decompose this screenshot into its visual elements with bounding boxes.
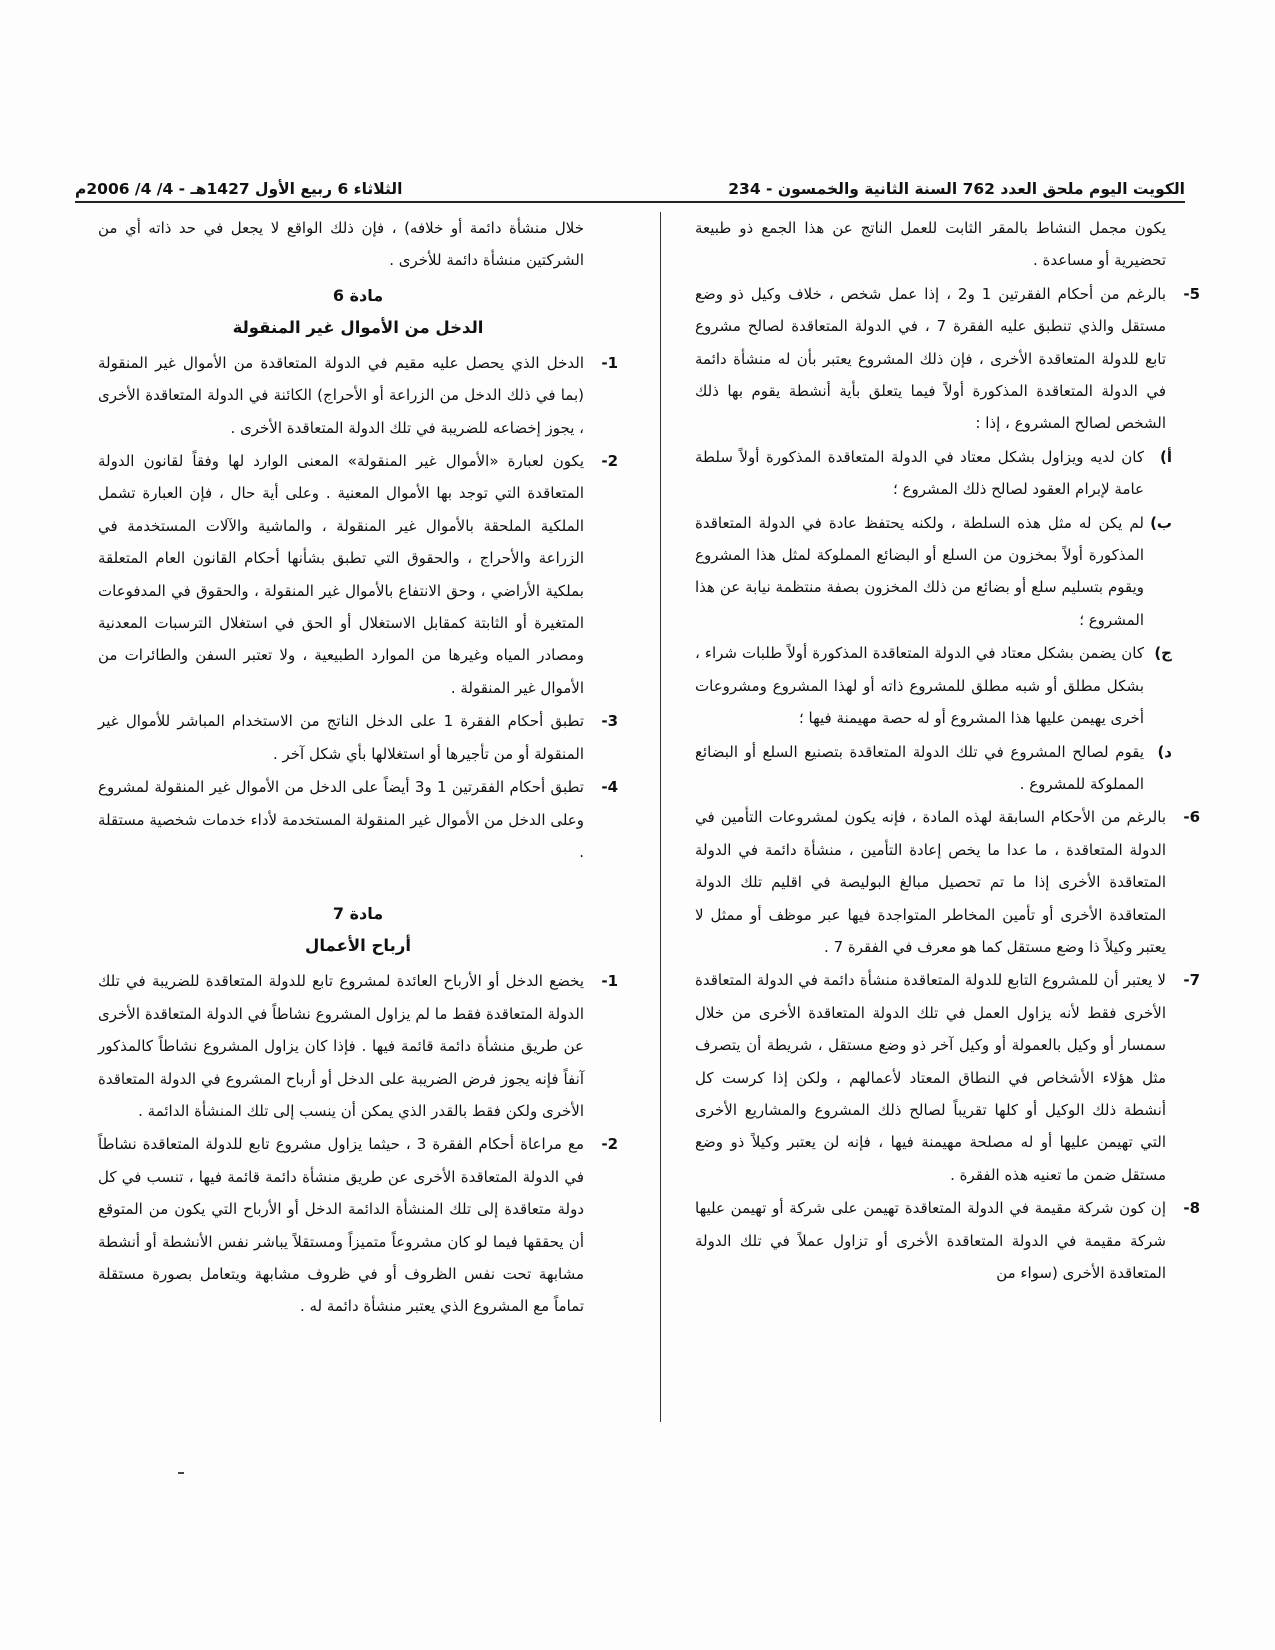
paragraph-number: 6-: [1183, 808, 1200, 827]
paragraph-number: 2-: [601, 1135, 618, 1154]
paragraph-text: مع مراعاة أحكام الفقرة 3 ، حيثما يزاول مشروع تابع للدولة المتعاقدة نشاطاً في الدولة المتعاقدة الأخرى عن طريق منشأة دائمة قائمة فيها ، تنسب في كل دولة متعاقدة إلى تلك المنشأة الدائمة الدخل أو الأرباح التي يكون من المتوقع أن يحققها فيما لو كان مشروعاً متميزاً ومستقلاً يباشر نفس الأنشطة أو أنشطة مشابهة تحت نفس الظروف أو في ظروف مشابهة ويتعامل بصورة مستقلة تماماً مع المشروع الذي يعتبر منشأة دائمة له .: [98, 1135, 584, 1316]
clause-letter: ج): [1154, 644, 1172, 663]
clause-text: لم يكن له مثل هذه السلطة ، ولكنه يحتفظ عادة في الدولة المتعاقدة المذكورة أولاً بمخزون من السلع أو البضائع المملوكة لمثل هذا المشروع ويقوم بتسليم سلع أو بضائع من ذلك المخزون بصفة منتظمة نيابة عن هذا المشروع ؛: [695, 513, 1144, 629]
paragraph-text: تطبق أحكام الفقرتين 1 و3 أيضاً على الدخل من الأموال غير المنقولة لمشروع وعلى الدخل من الأموال غير المنقولة المستخدمة لأداء خدمات شخصية مستقلة .: [98, 778, 584, 861]
paragraph-5: [695, 278, 1200, 440]
paragraph-text: يكون لعبارة «الأموال غير المنقولة» المعنى الوارد لها وفقاً لقانون الدولة المتعاقدة التي توجد بها الأموال المعنية . وعلى أية حال ، فإن العبارة تشمل الملكية الملحقة بالأموال غير المنقولة ، والماشية والآلات المستخدمة في الزراعة والأحراج ، والحقوق التي تطبق بشأنها أحكام القانون العام المتعلقة بملكية الأراضي ، وحق الانتفاع بالأموال غير المنقولة ، والحقوق في المدفوعات المتغيرة أو الثابتة كمقابل الاستغلال أو الحق في استغلال الترسبات المعدنية ومصادر المياه وغيرها من الموارد الطبيعية ، ولا تعتبر السفن والطائرات من الأموال غير المنقولة .: [98, 452, 584, 697]
right-column: [695, 212, 1200, 1290]
clause-letter: أ): [1160, 447, 1172, 466]
clause-a: [695, 441, 1200, 506]
scan-mark: [178, 1472, 184, 1474]
article-7-heading: مادة 7: [332, 904, 384, 924]
clause-c: [695, 637, 1200, 734]
left-column: [98, 212, 618, 1324]
clause-b: [695, 507, 1200, 637]
paragraph-text: يخضع الدخل أو الأرباح العائدة لمشروع تابع للدولة المتعاقدة للضريبة في تلك الدولة المتعاقدة فقط ما لم يزاول المشروع نشاطاً في الدولة المتعاقدة الأخرى عن طريق منشأة دائمة قائمة فيها . فإذا كان يزاول المشروع نشاطاً كالمذكور آنفاً فإنه يجوز فرض الضريبة على الدخل أو أرباح المشروع في الدولة المتعاقدة الأخرى ولكن فقط بالقدر الذي يمكن أن ينسب إلى تلك المنشأة الدائمة .: [98, 972, 584, 1120]
article-6-paragraph-2: [98, 445, 618, 704]
header-date: الثلاثاء 6 ربيع الأول 1427هـ - 4/ 4/ 2006م: [75, 180, 403, 198]
paragraph-text: إن كون شركة مقيمة في الدولة المتعاقدة تهيمن على شركة أو تهيمن عليها شركة مقيمة في الدولة المتعاقدة الأخرى أو تزاول عملاً في تلك الدولة المتعاقدة الأخرى (سواء من: [695, 1199, 1166, 1282]
article-6-heading: مادة 6: [332, 285, 384, 305]
paragraph-text: الدخل الذي يحصل عليه مقيم في الدولة المتعاقدة من الأموال غير المنقولة (بما في ذلك الدخل من الزراعة أو الأحراج) الكائنة في الدولة المتعاقدة الأخرى ، يجوز إخضاعه للضريبة في تلك الدولة المتعاقدة الأخرى .: [98, 353, 584, 437]
header-rule: [75, 201, 1185, 203]
paragraph-text: بالرغم من أحكام الفقرتين 1 و2 ، إذا عمل شخص ، خلاف وكيل ذو وضع مستقل والذي تنطبق عليه الفقرة 7 ، في الدولة المتعاقدة لصالح مشروع تابع للدولة المتعاقدة الأخرى ، فإن ذلك المشروع يعتبر بأن له منشأة دائمة في الدولة المتعاقدة المذكورة أولاً فيما يتعلق بأية أنشطة يقوم بها ذلك الشخص لصالح المشروع ، إذا :: [695, 284, 1166, 433]
paragraph-text: بالرغم من الأحكام السابقة لهذه المادة ، فإنه يكون لمشروعات التأمين في الدولة المتعاقدة ، ما عدا ما يخص إعادة التأمين ، منشأة دائمة في الدولة المتعاقدة الأخرى إذا ما تم تحصيل مبالغ البوليصة في اقليم تلك الدولة المتعاقدة الأخرى أو تأمين المخاطر المتواجدة فيها عبر موظف أو ممثل لا يعتبر وكيلاً ذا وضع مستقل كما هو معرف في الفقرة 7 .: [695, 808, 1166, 956]
section-spacer: [98, 869, 618, 895]
article-6-paragraph-4: [98, 771, 618, 868]
article-7-title: أرباح الأعمال: [305, 936, 411, 956]
clause-letter: د): [1157, 742, 1172, 761]
header-publication-info: الكويت اليوم ملحق العدد 762 السنة الثانية والخمسون - 234: [728, 180, 1185, 198]
paragraph-number: 7-: [1183, 971, 1200, 990]
paragraph-6: [695, 801, 1200, 963]
article-6-paragraph-3: [98, 705, 618, 770]
clause-text: كان يضمن بشكل معتاد في الدولة المتعاقدة المذكورة أولاً طلبات شراء ، بشكل مطلق أو شبه مطلق للمشروع ذاته أو لهذا المشروع ومشروعات أخرى يهيمن عليها هذا المشروع أو له حصة مهيمنة فيها ؛: [695, 644, 1144, 728]
paragraph-text: لا يعتبر أن للمشروع التابع للدولة المتعاقدة منشأة دائمة في الدولة المتعاقدة الأخرى فقط لأنه يزاول العمل في تلك الدولة المتعاقدة الأخرى من خلال سمسار أو وكيل بالعمولة أو وكيل آخر ذو وضع مستقل ، شريطة أن يتصرف مثل هؤلاء الأشخاص في النطاق المعتاد لأعمالهم ، ولكن إذا كرست كل أنشطة ذلك الوكيل أو كلها تقريباً لصالح ذلك المشروع والمشاريع الأخرى التي تهيمن عليها أو له مصلحة مهيمنة فيها ، فإنه لن يعتبر وكيلاً ذو وضع مستقل ضمن ما تعنيه هذه الفقرة .: [695, 971, 1166, 1184]
article-6-paragraph-1: [98, 347, 618, 444]
paragraph-continuation: يكون مجمل النشاط بالمقر الثابت للعمل الناتج عن هذا الجمع ذو طبيعة تحضيرية أو مساعدة .: [695, 219, 1166, 270]
paragraph-number: 3-: [601, 712, 618, 731]
paragraph-8: [695, 1192, 1200, 1289]
column-divider: [660, 212, 661, 1422]
clause-text: يقوم لصالح المشروع في تلك الدولة المتعاقدة بتصنيع السلع أو البضائع المملوكة للمشروع .: [695, 742, 1144, 793]
paragraph-number: 4-: [601, 778, 618, 797]
clause-letter: ب): [1150, 513, 1172, 532]
paragraph-number: 2-: [601, 452, 618, 471]
article-7-paragraph-1: [98, 965, 618, 1127]
article-7-paragraph-2: [98, 1128, 618, 1322]
paragraph-continuation: خلال منشأة دائمة أو خلافه) ، فإن ذلك الواقع لا يجعل في حد ذاته أي من الشركتين منشأة دائمة للأخرى .: [98, 219, 584, 270]
clause-text: كان لديه ويزاول بشكل معتاد في الدولة المتعاقدة المذكورة أولاً سلطة عامة لإبرام العقود لصالح ذلك المشروع ؛: [695, 447, 1144, 499]
paragraph-text: تطبق أحكام الفقرة 1 على الدخل الناتج من الاستخدام المباشر للأموال غير المنقولة أو من تأجيرها أو استغلالها بأي شكل آخر .: [98, 712, 584, 763]
paragraph-number: 5-: [1183, 284, 1200, 303]
article-6-title: الدخل من الأموال غير المنقولة: [232, 317, 484, 337]
paragraph-number: 8-: [1183, 1199, 1200, 1218]
paragraph-7: [695, 964, 1200, 1191]
page-header: [75, 168, 1185, 198]
clause-d: [695, 736, 1200, 801]
paragraph-number: 1-: [601, 353, 618, 372]
paragraph-number: 1-: [601, 972, 618, 991]
